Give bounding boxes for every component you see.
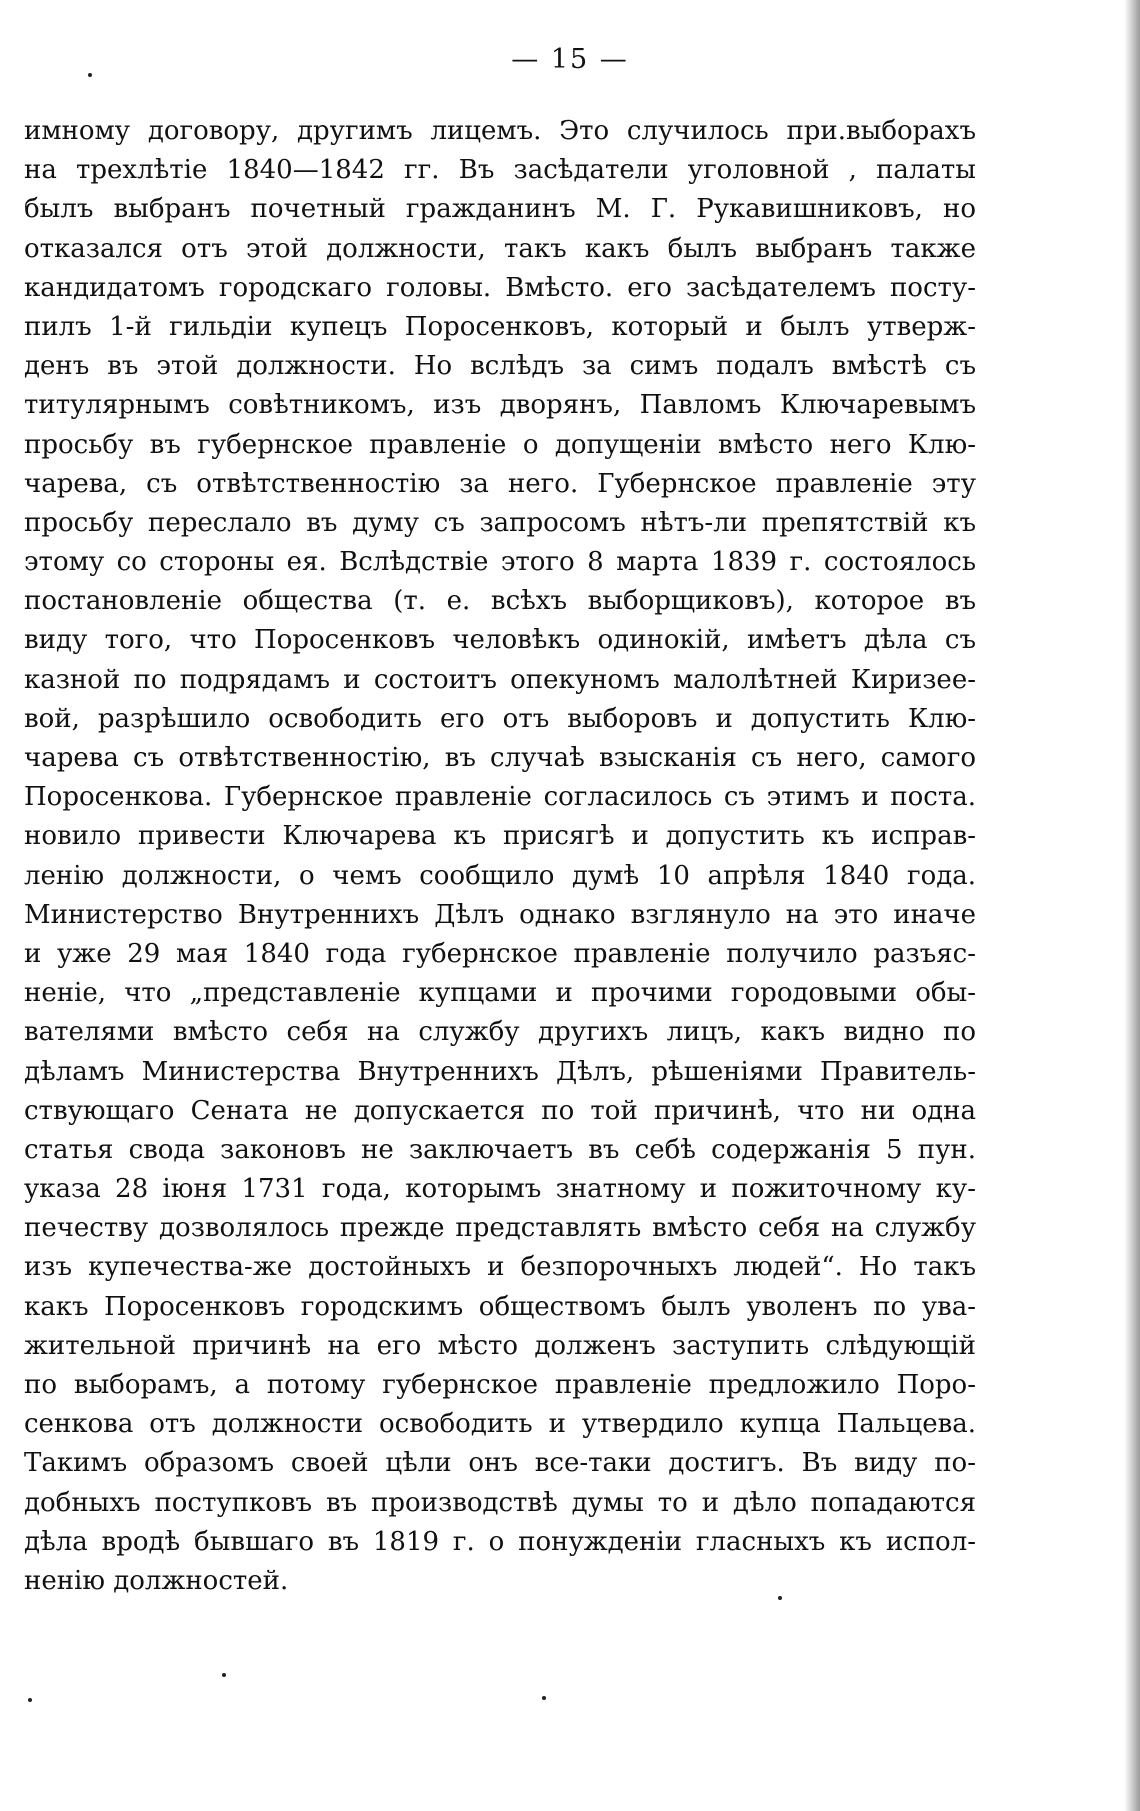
text-line: изъ купечества-же достойныхъ и безпорочныхъ людей“. Но такъ [24, 1252, 976, 1283]
text-line: печеству дозволялось прежде представлять вмѣсто себя на службу [24, 1213, 976, 1244]
text-line: новило привести Ключарева къ присягѣ и допустить къ исправ- [24, 821, 976, 852]
scan-speck [28, 1698, 32, 1702]
text-line: имному договору, другимъ лицемъ. Это случилось при.выборахъ [24, 116, 976, 146]
text-line: просьбу въ губернское правленіе о допущеніи вмѣсто него Клю- [24, 429, 976, 460]
text-line: постановленіе общества (т. е. всѣхъ выборщиковъ), которое въ [24, 586, 976, 617]
text-line: Поросенкова. Губернское правленіе согласилось съ этимъ и поста. [24, 782, 976, 813]
page-number: — 15 — [511, 44, 629, 75]
text-line: какъ Поросенковъ городскимъ обществомъ былъ уволенъ по ува- [24, 1291, 976, 1322]
text-line: по выборамъ, а потому губернское правленіе предложило Поро- [24, 1370, 976, 1400]
text-line: отказался отъ этой должности, такъ какъ былъ выбранъ также [24, 233, 976, 264]
scan-speck [222, 1673, 226, 1677]
page-edge-shadow [1124, 0, 1140, 1811]
text-line: этому со стороны ея. Вслѣдствіе этого 8 марта 1839 г. состоялось [24, 547, 976, 578]
text-line: виду того, что Поросенковъ человѣкъ одинокій, имѣетъ дѣла съ [24, 625, 976, 656]
text-line: дѣламъ Министерства Внутреннихъ Дѣлъ, рѣшеніями Правитель- [24, 1056, 976, 1087]
text-line: чарева съ отвѣтственностію, въ случаѣ взысканія съ него, самого [24, 743, 976, 773]
text-line: на трехлѣтіе 1840—1842 гг. Въ засѣдатели уголовной , палаты [24, 155, 976, 186]
text-line: ствующаго Сената не допускается по той причинѣ, что ни одна [24, 1095, 976, 1126]
text-line: указа 28 іюня 1731 года, которымъ знатному и пожиточному ку- [24, 1174, 976, 1205]
text-line-final: ненію должностей. [24, 1565, 289, 1596]
text-line: сенкова отъ должности освободить и утвердило купца Пальцева. [24, 1409, 976, 1440]
text-line: денъ въ этой должности. Но вслѣдъ за симъ подалъ вмѣстѣ съ [24, 351, 976, 382]
text-line: Такимъ образомъ своей цѣли онъ все-таки достигъ. Въ виду по- [24, 1448, 976, 1479]
text-line: кандидатомъ городскаго головы. Вмѣсто. его засѣдателемъ посту- [24, 272, 976, 303]
text-line: статья свода законовъ не заключаетъ въ себѣ содержанія 5 пун. [24, 1134, 976, 1165]
body-paragraph [24, 112, 976, 1601]
text-line: ленію должности, о чемъ сообщило думѣ 10 апрѣля 1840 года. [24, 860, 976, 891]
text-line: вой, разрѣшило освободить его отъ выборовъ и допустить Клю- [24, 703, 976, 734]
text-line: чарева, съ отвѣтственностію за него. Губернское правленіе эту [24, 468, 976, 499]
scan-speck [542, 1696, 546, 1700]
text-line: вателями вмѣсто себя на службу другихъ лицъ, какъ видно по [24, 1017, 976, 1048]
text-line: жительной причинѣ на его мѣсто долженъ заступить слѣдующій [24, 1330, 976, 1361]
text-line: добныхъ поступковъ въ производствѣ думы то и дѣло попадаются [24, 1487, 976, 1518]
text-line: былъ выбранъ почетный гражданинъ М. Г. Рукавишниковъ, но [24, 194, 976, 225]
text-line: и уже 29 мая 1840 года губернское правленіе получило разъяс- [24, 938, 976, 969]
text-line: пилъ 1-й гильдіи купецъ Поросенковъ, который и былъ утверж- [24, 311, 976, 342]
text-line: Министерство Внутреннихъ Дѣлъ однако взглянуло на это иначе [24, 899, 976, 930]
text-line: неніе, что „представленіе купцами и прочими городовыми обы- [24, 978, 976, 1009]
text-line: титулярнымъ совѣтникомъ, изъ дворянъ, Павломъ Ключаревымъ [24, 390, 976, 421]
text-line: просьбу переслало въ думу съ запросомъ нѣтъ-ли препятствій къ [24, 507, 976, 538]
text-line: дѣла вродѣ бывшаго въ 1819 г. о понужденіи гласныхъ къ испол- [24, 1526, 976, 1557]
scan-speck [778, 1596, 782, 1600]
scan-speck [88, 73, 92, 77]
text-line: казной по подрядамъ и состоитъ опекуномъ малолѣтней Киризее- [24, 664, 976, 695]
